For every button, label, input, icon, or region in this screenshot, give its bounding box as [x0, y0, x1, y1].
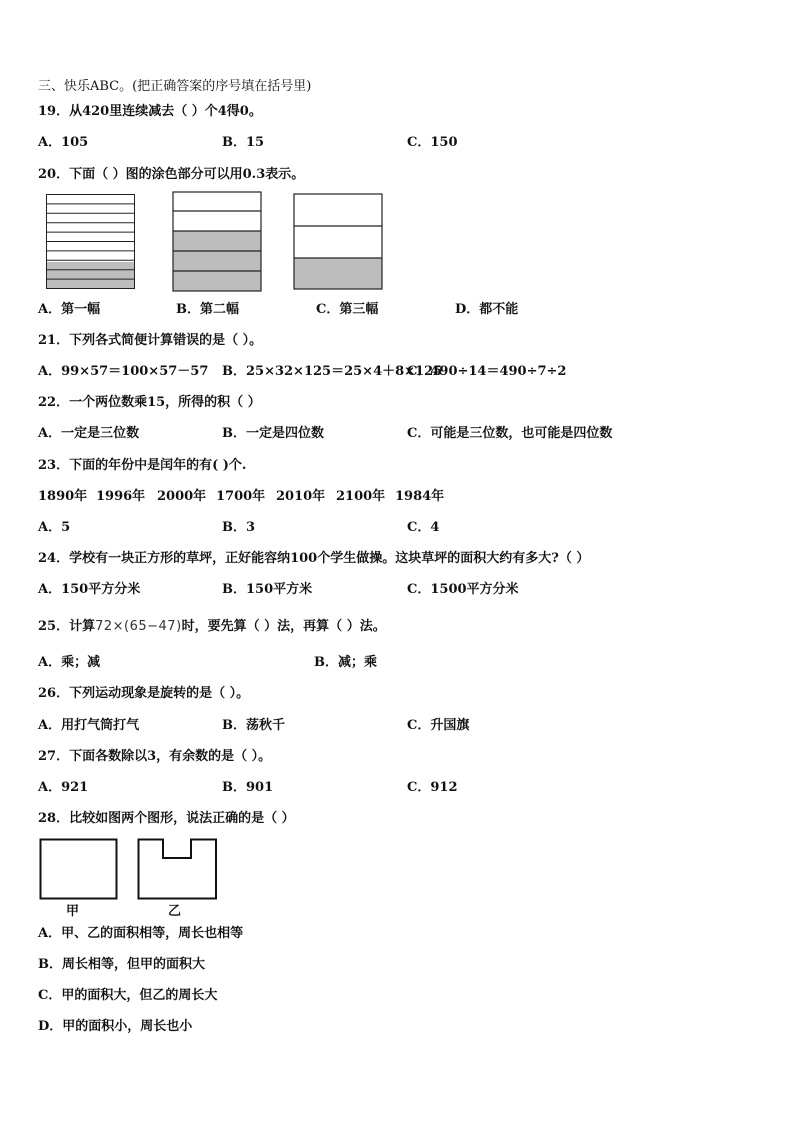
question-25-stem: [38, 619, 386, 635]
q23-option-b[interactable]: B．3: [222, 520, 256, 535]
question-24-stem: 24．学校有一块正方形的草坪，正好能容纳100个学生做操。这块草坪的面积大约有多大?（ ）: [38, 551, 590, 566]
q24-option-c[interactable]: C．1500平方分米: [407, 582, 519, 597]
q28-figure-yi: [137, 838, 218, 900]
q25-stem-prefix: 25．计算: [38, 619, 96, 634]
q26-option-a[interactable]: A．用打气筒打气: [38, 718, 140, 733]
q20-option-a[interactable]: A．第一幅: [38, 302, 101, 317]
q23-year-6: 2100年: [336, 489, 386, 504]
q19-option-b[interactable]: B．15: [222, 135, 265, 150]
q27-option-c[interactable]: C．912: [407, 780, 458, 795]
q21-option-a[interactable]: A．99×57＝100×57－57: [38, 364, 209, 379]
q25-stem-suffix: 时，要先算（ ）法，再算（ ）法。: [181, 619, 386, 634]
q22-option-c[interactable]: C．可能是三位数，也可能是四位数: [407, 426, 613, 441]
q23-option-c[interactable]: C．4: [407, 520, 440, 535]
q28-option-c[interactable]: C．甲的面积大，但乙的周长大: [38, 988, 218, 1003]
q20-figure-3: [293, 193, 385, 291]
q20-option-b[interactable]: B．第二幅: [176, 302, 239, 317]
q23-year-7: 1984年: [395, 489, 445, 504]
q28-label-jia: 甲: [66, 904, 80, 919]
q21-option-c[interactable]: C．490÷14＝490÷7÷2: [407, 364, 567, 379]
q26-option-c[interactable]: C．升国旗: [407, 718, 470, 733]
q25-math-expression: 72×(65−47): [95, 619, 182, 634]
q24-option-b[interactable]: B．150平方米: [222, 582, 313, 597]
question-23-stem: 23．下面的年份中是闰年的有( )个.: [38, 458, 247, 473]
q24-option-a[interactable]: A．150平方分米: [38, 582, 141, 597]
q28-label-yi: 乙: [168, 904, 182, 919]
q20-option-c[interactable]: C．第三幅: [316, 302, 379, 317]
q19-option-a[interactable]: A．105: [38, 135, 89, 150]
q26-option-b[interactable]: B．荡秋千: [222, 718, 285, 733]
question-26-stem: 26．下列运动现象是旋转的是（ ）。: [38, 686, 250, 701]
q20-figure-1: [46, 194, 136, 290]
q28-option-b[interactable]: B．周长相等，但甲的面积大: [38, 957, 205, 972]
q27-option-a[interactable]: A．921: [38, 780, 89, 795]
q23-option-a[interactable]: A．5: [38, 520, 71, 535]
q23-year-3: 2000年: [157, 489, 207, 504]
q23-year-2: 1996年: [96, 489, 146, 504]
q20-figure-2: [172, 191, 263, 293]
question-22-stem: 22．一个两位数乘15，所得的积（ ）: [38, 395, 261, 410]
question-20-stem: 20．下面（ ）图的涂色部分可以用0.3表示。: [38, 167, 305, 182]
section-title: 三、快乐ABC。(把正确答案的序号填在括号里): [38, 79, 312, 94]
q20-option-d[interactable]: D．都不能: [455, 302, 519, 317]
q23-year-1: 1890年: [38, 489, 88, 504]
q19-option-c[interactable]: C．150: [407, 135, 458, 150]
q21-option-b[interactable]: B．25×32×125＝25×4＋8×125: [222, 364, 443, 379]
q22-option-b[interactable]: B．一定是四位数: [222, 426, 324, 441]
question-28-stem: 28．比较如图两个图形，说法正确的是（ ）: [38, 811, 295, 826]
question-19-stem: 19．从420里连续减去（ ）个4得0。: [38, 104, 262, 119]
q27-option-b[interactable]: B．901: [222, 780, 274, 795]
q22-option-a[interactable]: A．一定是三位数: [38, 426, 140, 441]
q28-option-a[interactable]: A．甲、乙的面积相等，周长也相等: [38, 926, 244, 941]
q23-year-4: 1700年: [216, 489, 266, 504]
q23-year-5: 2010年: [276, 489, 326, 504]
question-21-stem: 21．下列各式简便计算错误的是（ ）。: [38, 333, 263, 348]
question-27-stem: 27．下面各数除以3，有余数的是（ ）。: [38, 749, 272, 764]
q25-option-a[interactable]: A．乘；减: [38, 655, 101, 670]
q25-option-b[interactable]: B．减；乘: [314, 655, 377, 670]
q28-figure-jia: [39, 838, 119, 900]
q28-option-d[interactable]: D．甲的面积小，周长也小: [38, 1019, 193, 1034]
